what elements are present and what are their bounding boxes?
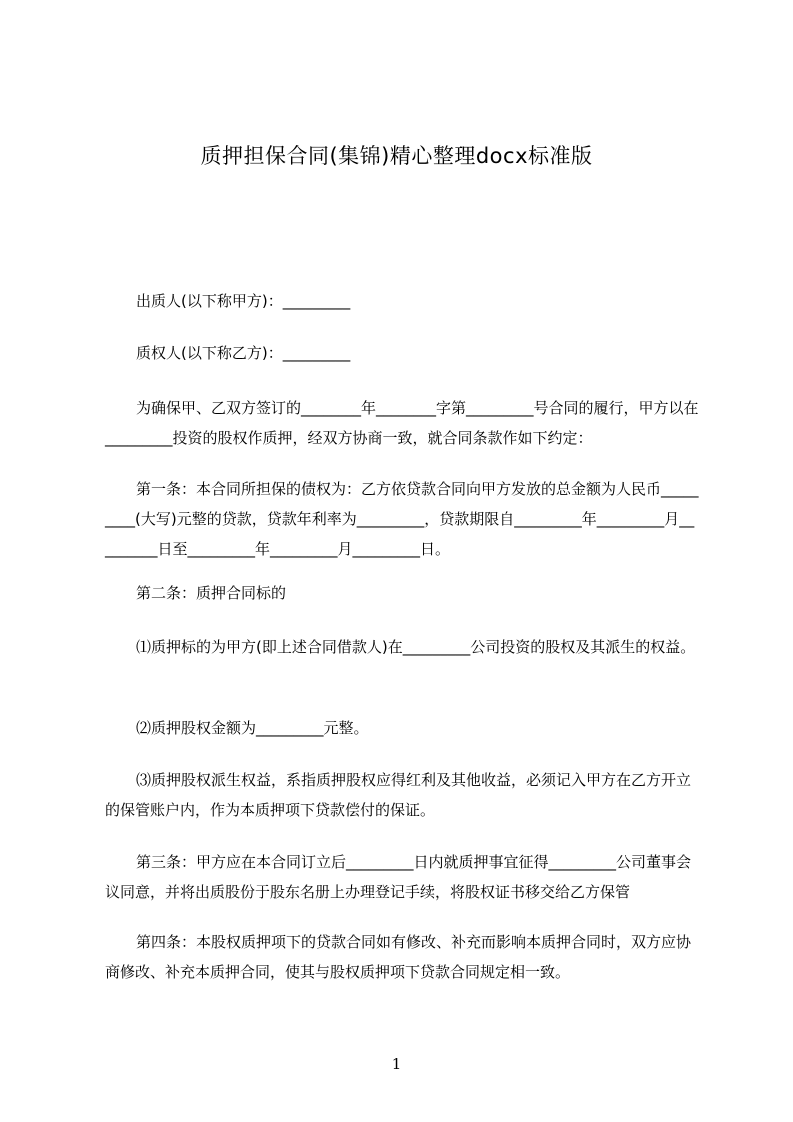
document-title: 质押担保合同(集锦)精心整理docx标准版: [200, 144, 593, 168]
paragraph-article-1: 第一条：本合同所担保的债权为：乙方依贷款合同向甲方发放的总金额为人民币_________(大写)元整的贷款，贷款年利率为_________，贷款期限自_________年_________月_________日至_________年_________月_________日。: [105, 480, 699, 558]
page-number: 1: [391, 1055, 402, 1073]
paragraph-preamble: 为确保甲、乙双方签订的________年________字第_________号合同的履行，甲方以在_________投资的股权作质押，经双方协商一致，就合同条款作如下约定：: [105, 399, 699, 447]
paragraph-pledgor: 出质人(以下称甲方)：_________: [136, 292, 351, 310]
paragraph-item-2: ⑵质押股权金额为_________元整。: [136, 719, 369, 737]
paragraph-item-3: ⑶质押股权派生权益，系指质押股权应得红利及其他收益，必须记入甲方在乙方开立的保管账户内，作为本质押项下贷款偿付的保证。: [105, 771, 692, 819]
paragraph-article-2: 第二条：质押合同标的: [136, 584, 287, 602]
paragraph-pledgee: 质权人(以下称乙方)：_________: [136, 344, 351, 362]
paragraph-item-1: ⑴质押标的为甲方(即上述合同借款人)在_________公司投资的股权及其派生的权益。: [136, 638, 696, 656]
paragraph-article-3: 第三条：甲方应在本合同订立后_________日内就质押事宜征得_________公司董事会议同意，并将出质股份于股东名册上办理登记手续，将股权证书移交给乙方保管: [105, 853, 692, 901]
paragraph-article-4: 第四条：本股权质押项下的贷款合同如有修改、补充而影响本质押合同时，双方应协商修改、补充本质押合同，使其与股权质押项下贷款合同规定相一致。: [105, 933, 692, 981]
